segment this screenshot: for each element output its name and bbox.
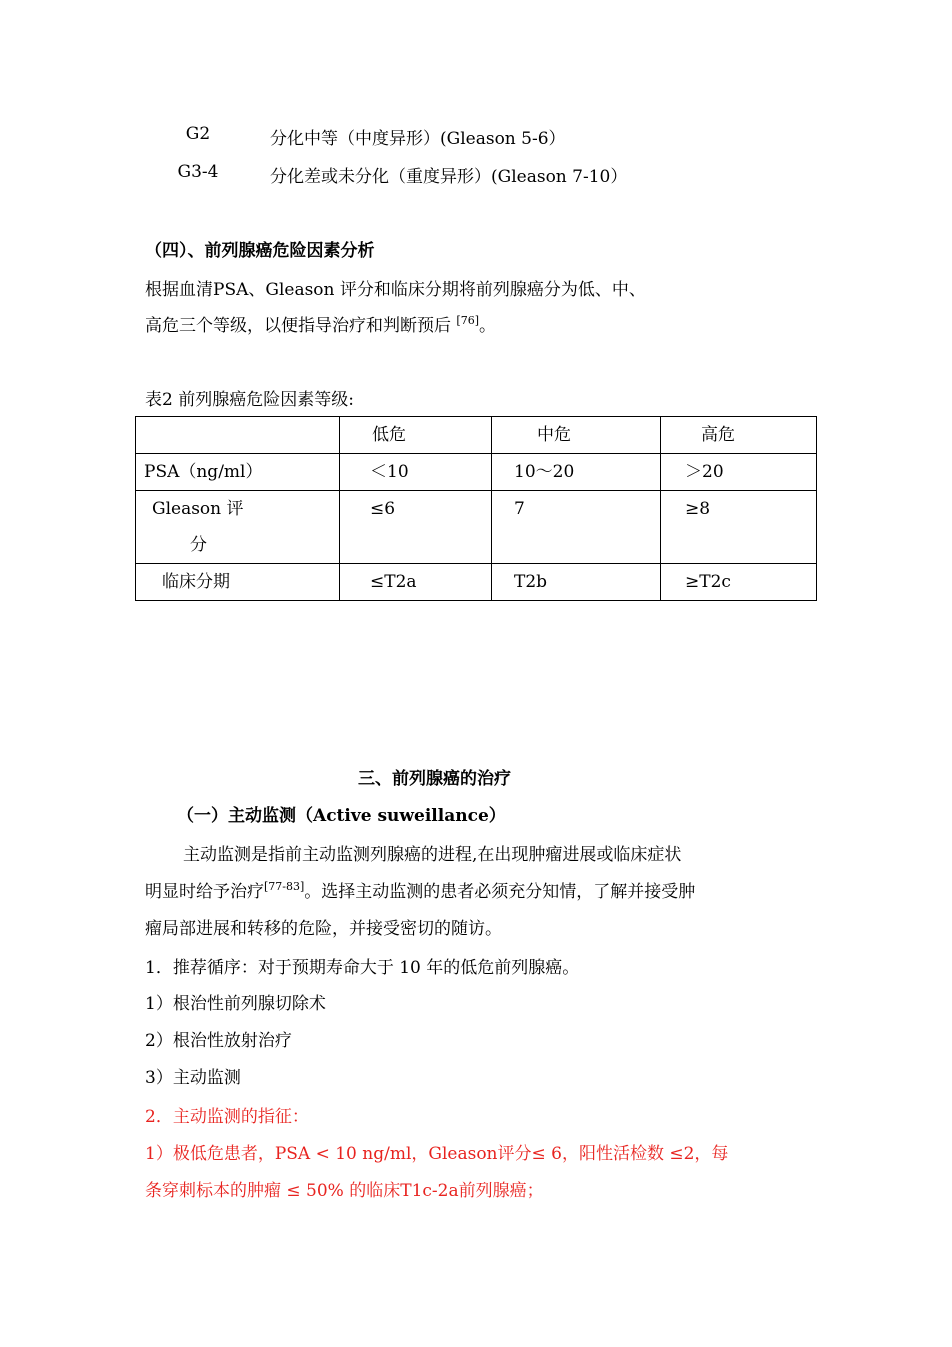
list-item: 3）主动监测 <box>145 1068 241 1088</box>
table-cell: ≥8 <box>661 491 817 564</box>
highlighted-line: 1）极低危患者，PSA < 10 ng/ml，Gleason评分≤ 6，阳性活检数 ≤2，每 <box>145 1144 729 1164</box>
numbered-item: 1．推荐循序：对于预期寿命大于 10 年的低危前列腺癌。 <box>145 958 580 978</box>
table-row <box>136 491 817 564</box>
highlighted-line: 条穿刺标本的肿瘤 ≤ 50% 的临床T1c-2a前列腺癌； <box>145 1181 544 1201</box>
body-line: 瘤局部进展和转移的危险，并接受密切的随访。 <box>145 919 502 939</box>
table-header-row <box>136 417 817 454</box>
table-cell: 10～20 <box>492 454 661 491</box>
table-header-cell <box>136 417 340 454</box>
body-text: 高危三个等级，以便指导治疗和判断预后 <box>145 316 457 336</box>
risk-table <box>135 416 817 601</box>
grade-code: G2 <box>185 124 211 144</box>
table-header-cell: 中危 <box>492 417 661 454</box>
list-item: 1）根治性前列腺切除术 <box>145 994 326 1014</box>
table-cell: ≤6 <box>340 491 492 564</box>
table-caption: 表2 前列腺癌危险因素等级: <box>145 390 354 410</box>
table-cell: ≥T2c <box>661 564 817 601</box>
table-cell: ＞20 <box>661 454 817 491</box>
body-line: 主动监测是指前主动监测列腺癌的进程,在出现肿瘤进展或临床症状 <box>183 845 682 865</box>
list-item: 2）根治性放射治疗 <box>145 1031 292 1051</box>
body-text: 。选择主动监测的患者必须充分知情，了解并接受肿 <box>304 882 696 902</box>
section-heading: （四）、前列腺癌危险因素分析 <box>145 241 375 261</box>
table-row <box>136 564 817 601</box>
body-text: 。 <box>479 316 496 336</box>
row-label: PSA（ng/ml） <box>136 454 340 491</box>
subsection-heading: （一）主动监测（Active suweillance） <box>177 806 506 826</box>
numbered-item: 2．主动监测的指征： <box>145 1107 309 1127</box>
body-text: 明显时给予治疗 <box>145 882 264 902</box>
table-cell: ≤T2a <box>340 564 492 601</box>
body-line <box>145 311 496 336</box>
table-cell: 7 <box>492 491 661 564</box>
grade-code: G3-4 <box>177 162 219 182</box>
row-label: Gleason 评 分 <box>136 491 340 564</box>
citation: [76] <box>456 314 479 327</box>
body-line <box>145 877 695 902</box>
table-cell: ＜10 <box>340 454 492 491</box>
body-line: 根据血清PSA、Gleason 评分和临床分期将前列腺癌分为低、中、 <box>145 280 646 300</box>
grade-description: 分化差或未分化（重度异形）(Gleason 7-10） <box>270 167 628 187</box>
table-header-cell: 高危 <box>661 417 817 454</box>
table-cell: T2b <box>492 564 661 601</box>
citation: [77-83] <box>264 880 305 893</box>
row-label: 临床分期 <box>136 564 340 601</box>
table-row <box>136 454 817 491</box>
grade-description: 分化中等（中度异形）(Gleason 5-6） <box>270 129 566 149</box>
chapter-title: 三、前列腺癌的治疗 <box>358 769 511 789</box>
table-header-cell: 低危 <box>340 417 492 454</box>
